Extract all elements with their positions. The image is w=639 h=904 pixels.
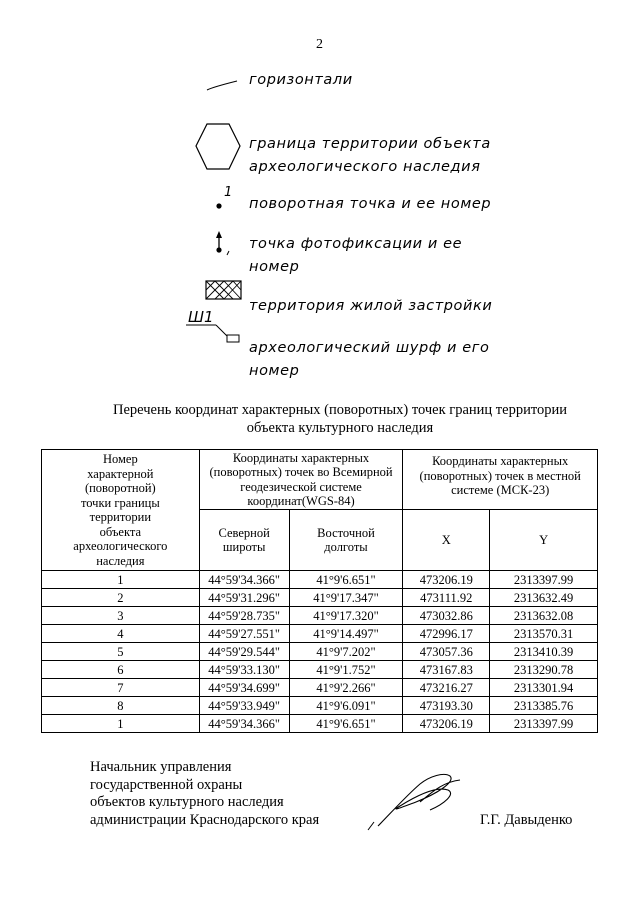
signature-position: Начальник управления государственной охраны объектов культурного наследия администрации Краснодарского края [90,759,320,828]
table-cell: 44°59'33.130" [199,661,289,679]
legend-text-contours: горизонтали [249,72,353,88]
table-cell: 44°59'34.366" [199,571,289,589]
table-cell: 41°9'7.202" [289,643,403,661]
table-cell: 44°59'34.366" [199,715,289,733]
table-cell: 1 [42,715,200,733]
table-row [42,571,598,589]
table-row [42,697,598,715]
list-title: Перечень координат характерных (поворотных) точек границ территории объекта культурного наследия [112,402,568,436]
turning-point-icon [216,185,232,209]
table-cell: 473206.19 [403,571,490,589]
table-cell: 41°9'6.651" [289,571,403,589]
table-cell: 473032.86 [403,607,490,625]
table-cell: 44°59'33.949" [199,697,289,715]
table-cell: 41°9'1.752" [289,661,403,679]
header-msk23: Координаты характерных (поворотных) точек в местной системе (МСК-23) [403,450,598,510]
header-point-number: Номер характерной (поворотной) точки границы территории объекта археологического наследия [42,450,200,571]
header-north-latitude: Северной широты [199,510,289,571]
table-cell: 2313632.08 [490,607,598,625]
table-cell: 2313290.78 [490,661,598,679]
table-row [42,589,598,607]
legend-text-photo-point: точка фотофиксации и ее номер [249,236,463,275]
table-cell: 41°9'17.320" [289,607,403,625]
header-east-longitude: Восточной долготы [289,510,403,571]
legend-text-boundary: граница территории объекта археологического наследия [249,136,491,175]
pit-icon [186,308,239,342]
table-cell: 44°59'31.296" [199,589,289,607]
handwritten-signature-icon [360,766,470,836]
table-cell: 44°59'34.699" [199,679,289,697]
table-row [42,625,598,643]
table-cell: 41°9'2.266" [289,679,403,697]
table-cell: 473057.36 [403,643,490,661]
table-cell: 472996.17 [403,625,490,643]
pit-label: Ш1 [188,308,214,326]
table-cell: 473206.19 [403,715,490,733]
header-x: X [403,510,490,571]
table-cell: 44°59'28.735" [199,607,289,625]
legend-text-turning-point: поворотная точка и ее номер [249,196,492,212]
table-cell: 8 [42,697,200,715]
table-cell: 1 [42,571,200,589]
table-cell: 41°9'6.091" [289,697,403,715]
table-cell: 2313410.39 [490,643,598,661]
legend-text-pit: археологический шурф и его номер [249,340,490,379]
photo-point-icon [216,231,229,255]
table-cell: 6 [42,661,200,679]
coordinates-table [41,449,598,733]
contour-line-icon [207,81,237,90]
table-row [42,679,598,697]
table-cell: 2313632.49 [490,589,598,607]
table-row [42,661,598,679]
table-cell: 2313385.76 [490,697,598,715]
table-cell: 473167.83 [403,661,490,679]
legend-text-residential: территория жилой застройки [249,298,493,314]
table-cell: 7 [42,679,200,697]
table-cell: 5 [42,643,200,661]
hatched-box-icon [206,281,241,299]
signer-name: Г.Г. Давыденко [480,812,573,828]
table-cell: 41°9'14.497" [289,625,403,643]
header-wgs84: Координаты характерных (поворотных) точек во Всемирной геодезической системе координат(WGS-84) [199,450,403,510]
table-row [42,643,598,661]
table-row [42,715,598,733]
table-cell: 4 [42,625,200,643]
table-cell: 473216.27 [403,679,490,697]
table-cell: 2313570.31 [490,625,598,643]
table-cell: 3 [42,607,200,625]
table-cell: 44°59'29.544" [199,643,289,661]
table-cell: 2 [42,589,200,607]
table-cell: 2313397.99 [490,571,598,589]
table-cell: 2313397.99 [490,715,598,733]
hexagon-boundary-icon [196,124,240,169]
table-row [42,607,598,625]
table-cell: 41°9'17.347" [289,589,403,607]
point-label: 1 [224,185,233,200]
header-y: Y [490,510,598,571]
table-cell: 2313301.94 [490,679,598,697]
page-number: 2 [316,37,323,52]
table-cell: 473193.30 [403,697,490,715]
table-cell: 41°9'6.651" [289,715,403,733]
table-cell: 44°59'27.551" [199,625,289,643]
table-cell: 473111.92 [403,589,490,607]
